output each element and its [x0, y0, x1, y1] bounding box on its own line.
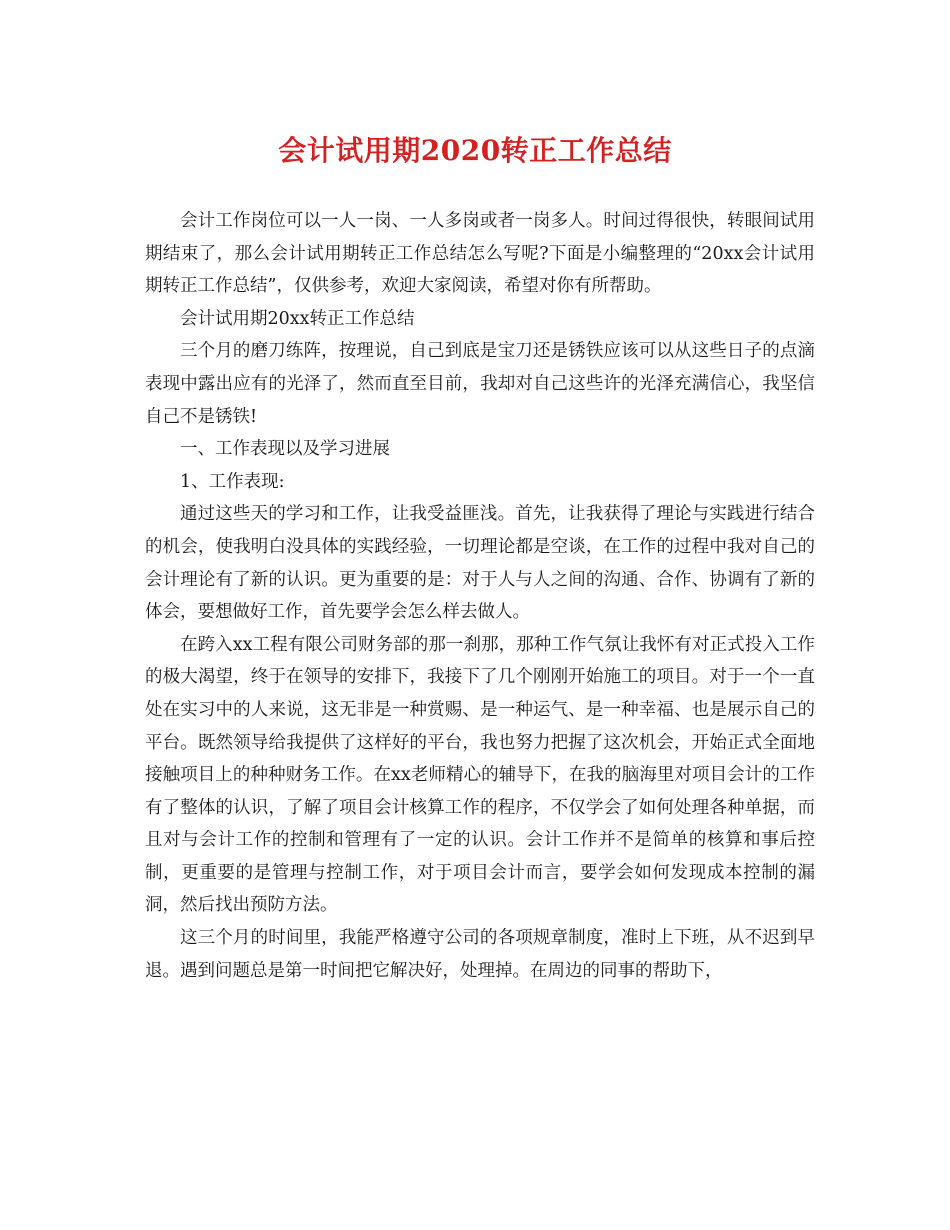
- body-paragraph: 三个月的磨刀练阵，按理说，自己到底是宝刀还是锈铁应该可以从这些日子的点滴表现中露出应有的光泽了，然而直至目前，我却对自己这些许的光泽充满信心，我坚信自己不是锈铁!: [145, 341, 815, 427]
- subsection-heading: 1、工作表现:: [180, 471, 285, 492]
- document-body: [145, 205, 815, 987]
- body-paragraph: 通过这些天的学习和工作，让我受益匪浅。首先，让我获得了理论与实践进行结合的机会，使我明白没具体的实践经验，一切理论都是空谈，在工作的过程中我对自己的会计理论有了新的认识。更为重要的是：对于人与人之间的沟通、合作、协调有了新的体会，要想做好工作，首先要学会怎么样去做人。: [145, 504, 815, 623]
- body-paragraph: 这三个月的时间里，我能严格遵守公司的各项规章制度，准时上下班，从不迟到早退。遇到问题总是第一时间把它解决好，处理掉。在周边的同事的帮助下，: [145, 928, 815, 981]
- document-title: 会计试用期2020转正工作总结: [278, 134, 672, 167]
- intro-paragraph: 会计工作岗位可以一人一岗、一人多岗或者一岗多人。时间过得很快，转眼间试用期结束了，那么会计试用期转正工作总结怎么写呢?下面是小编整理的“20xx会计试用期转正工作总结”，仅供参考，欢迎大家阅读，希望对你有所帮助。: [145, 211, 815, 297]
- body-paragraph: 在跨入xx工程有限公司财务部的那一刹那，那种工作气氛让我怀有对正式投入工作的极大渴望，终于在领导的安排下，我接下了几个刚刚开始施工的项目。对于一个一直处在实习中的人来说，这无非是一种赏赐、是一种运气、是一种幸福、也是展示自己的平台。既然领导给我提供了这样好的平台，我也努力把握了这次机会，开始正式全面地接触项目上的种种财务工作。在xx老师精心的辅导下，在我的脑海里对项目会计的工作有了整体的认识，了解了项目会计核算工作的程序，不仅学会了如何处理各种单据，而且对与会计工作的控制和管理有了一定的认识。会计工作并不是简单的核算和事后控制，更重要的是管理与控制工作，对于项目会计而言，要学会如何发现成本控制的漏洞，然后找出预防方法。: [145, 634, 815, 916]
- section-heading: 一、工作表现以及学习进展: [180, 439, 390, 460]
- section-heading: 会计试用期20xx转正工作总结: [180, 308, 415, 329]
